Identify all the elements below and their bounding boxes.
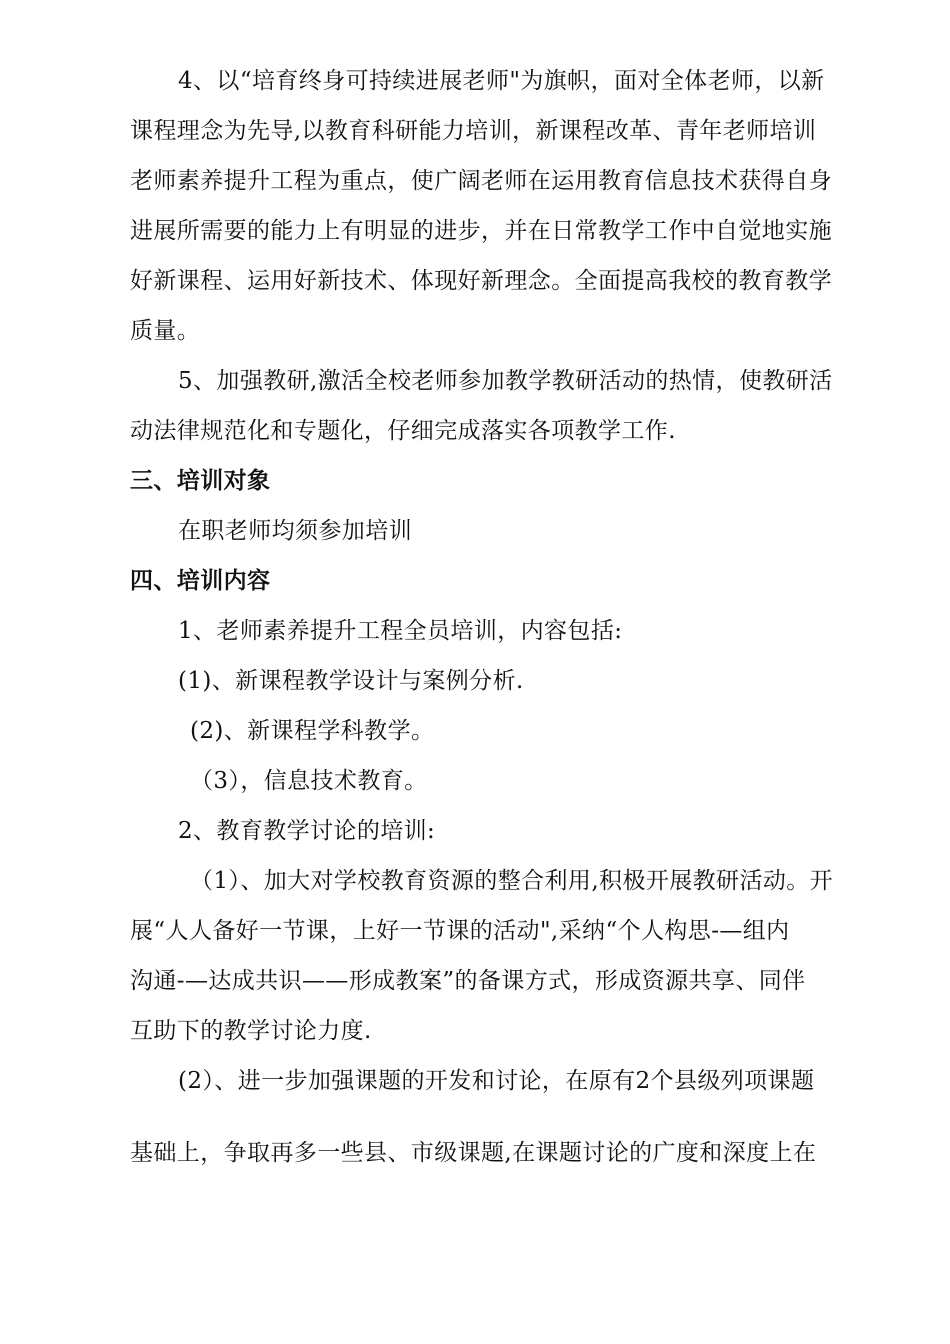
section-4-item-1-sub-2: (2)、新课程学科教学。 bbox=[190, 718, 435, 744]
paragraph-4-line-4: 进展所需要的能力上有明显的进步，并在日常教学工作中自觉地实施 bbox=[130, 218, 832, 244]
paragraph-5-line-1: 5、加强教研,激活全校老师参加教学教研活动的热情，使教研活 bbox=[178, 368, 833, 394]
paragraph-4-line-6: 质量。 bbox=[130, 318, 201, 344]
section-4-item-2: 2、教育教学讨论的培训: bbox=[178, 818, 436, 844]
section-4-item-1: 1、老师素养提升工程全员培训，内容包括: bbox=[178, 618, 623, 644]
item-2-sub-1-line-1: （1）、加大对学校教育资源的整合利用,积极开展教研活动。开 bbox=[190, 868, 834, 894]
paragraph-4-line-3: 老师素养提升工程为重点，使广阔老师在运用教育信息技术获得自身 bbox=[130, 168, 832, 194]
paragraph-4-line-2: 课程理念为先导,以教育科研能力培训，新课程改革、青年老师培训 bbox=[130, 118, 817, 144]
item-2-sub-1-line-4: 互助下的教学讨论力度. bbox=[130, 1018, 372, 1044]
item-2-sub-1-line-3: 沟通-—达成共识——形成教案”的备课方式，形成资源共享、同伴 bbox=[130, 968, 806, 994]
item-2-sub-1-line-2: 展“人人备好一节课，上好一节课的活动",采纳“个人构思-—组内 bbox=[130, 918, 790, 944]
section-4-heading: 四、培训内容 bbox=[130, 568, 271, 594]
section-3-heading: 三、培训对象 bbox=[130, 468, 271, 494]
paragraph-5-line-2: 动法律规范化和专题化，仔细完成落实各项教学工作. bbox=[130, 418, 676, 444]
section-4-item-1-sub-3: （3），信息技术教育。 bbox=[190, 768, 428, 794]
paragraph-4-line-5: 好新课程、运用好新技术、体现好新理念。全面提高我校的教育教学 bbox=[130, 268, 832, 294]
section-4-item-1-sub-1: (1)、新课程教学设计与案例分析. bbox=[178, 668, 524, 694]
item-2-sub-2-line-2: 基础上，争取再多一些县、市级课题,在课题讨论的广度和深度上在 bbox=[130, 1140, 817, 1166]
item-2-sub-2-line-1: (2）、进一步加强课题的开发和讨论，在原有2个县级列项课题 bbox=[178, 1068, 815, 1094]
section-3-body: 在职老师均须参加培训 bbox=[178, 518, 412, 544]
paragraph-4-line-1: 4、以“培育终身可持续进展老师"为旗帜，面对全体老师，以新 bbox=[178, 68, 825, 94]
